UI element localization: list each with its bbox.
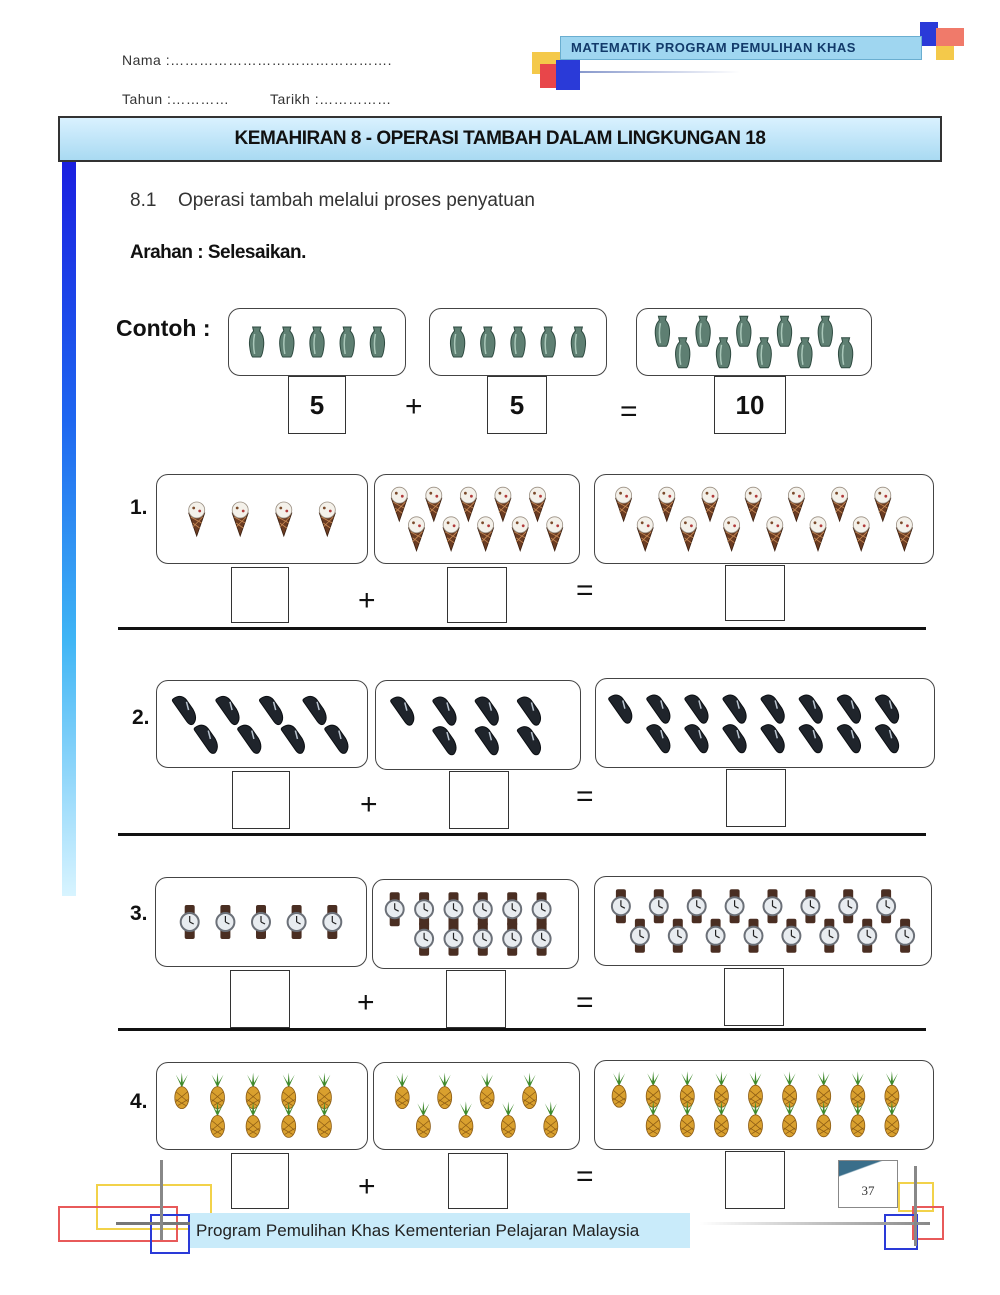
wristwatch-icon <box>288 905 306 939</box>
shoe-icon <box>215 693 243 726</box>
ice-cream-cone-icon <box>547 517 563 551</box>
ice-cream-cone-icon <box>512 517 528 551</box>
wristwatch-icon <box>445 922 463 956</box>
pineapple-icon <box>501 1101 515 1137</box>
vase-icon <box>541 327 555 357</box>
vase-icon <box>249 327 263 357</box>
pineapple-icon <box>317 1101 331 1137</box>
pineapple-icon <box>544 1101 558 1137</box>
vase-icon <box>655 316 669 346</box>
wristwatch-icon <box>707 919 725 953</box>
wristwatch-icon <box>503 892 521 926</box>
wristwatch-icon <box>631 919 649 953</box>
ice-cream-cone-icon <box>896 517 912 551</box>
shoe-icon <box>172 693 200 726</box>
ice-cream-cone-icon <box>232 502 248 536</box>
ice-cream-cone-icon <box>875 487 891 521</box>
section-text: Operasi tambah melalui proses penyatuan <box>178 190 535 211</box>
wristwatch-icon <box>216 905 234 939</box>
question-number: 1. <box>130 496 148 519</box>
vase-icon <box>757 338 771 368</box>
wristwatch-icon <box>688 889 706 923</box>
wristwatch-icon <box>181 905 199 939</box>
shoe-icon <box>722 692 750 725</box>
nama-field: Nama :………………………………………. <box>122 52 393 68</box>
ice-cream-cone-icon <box>616 487 632 521</box>
tahun-field: Tahun :………… <box>122 91 230 107</box>
q3-plus: + <box>357 986 375 1019</box>
pineapple-icon <box>817 1101 831 1137</box>
ice-cream-cone-icon <box>810 517 826 551</box>
vase-icon <box>280 327 294 357</box>
wristwatch-icon <box>533 922 551 956</box>
pineapple-icon <box>282 1101 296 1137</box>
vase-icon <box>838 338 852 368</box>
vase-icon <box>716 338 730 368</box>
ice-cream-cone-icon <box>745 487 761 521</box>
wristwatch-icon <box>839 889 857 923</box>
page-title: KEMAHIRAN 8 - OPERASI TAMBAH DALAM LINGKUNGAN 18 <box>58 116 942 162</box>
instruction: Arahan : Selesaikan. <box>130 242 306 263</box>
vase-icon <box>450 327 464 357</box>
shoe-icon <box>799 692 827 725</box>
shoe-icon <box>475 694 503 727</box>
wristwatch-icon <box>386 892 404 926</box>
shoe-icon <box>760 721 788 754</box>
ice-cream-cone-icon <box>319 502 335 536</box>
ice-cream-cone-icon <box>853 517 869 551</box>
shoe-icon <box>390 694 418 727</box>
program-badge: MATEMATIK PROGRAM PEMULIHAN KHAS <box>560 36 922 60</box>
wristwatch-icon <box>415 892 433 926</box>
ice-cream-cone-icon <box>637 517 653 551</box>
wristwatch-icon <box>612 889 630 923</box>
shoe-icon <box>875 721 903 754</box>
tarikh-field: Tarikh :…………… <box>270 91 392 107</box>
example-value-sum: 10 <box>714 376 786 434</box>
question-number: 2. <box>132 706 150 729</box>
pineapple-icon <box>480 1073 494 1109</box>
vase-icon <box>481 327 495 357</box>
q2-plus: + <box>360 788 378 821</box>
shoe-icon <box>799 721 827 754</box>
ice-cream-cone-icon <box>391 487 407 521</box>
q4-equals: = <box>576 1160 594 1193</box>
pineapple-icon <box>749 1101 763 1137</box>
wristwatch-icon <box>896 919 914 953</box>
q4-plus: + <box>358 1170 376 1203</box>
example-plus: + <box>405 390 423 423</box>
question-number: 4. <box>130 1090 148 1113</box>
wristwatch-icon <box>877 889 895 923</box>
q1-equals: = <box>576 574 594 607</box>
vase-icon <box>340 327 354 357</box>
wristwatch-icon <box>323 905 341 939</box>
wristwatch-icon <box>801 889 819 923</box>
shoe-icon <box>684 692 712 725</box>
ice-cream-cone-icon <box>409 517 425 551</box>
pineapple-icon <box>438 1073 452 1109</box>
shoe-icon <box>237 722 265 755</box>
ice-cream-cone-icon <box>767 517 783 551</box>
wristwatch-icon <box>782 919 800 953</box>
ice-cream-cone-icon <box>189 502 205 536</box>
pineapple-icon <box>783 1101 797 1137</box>
shoe-icon <box>517 694 545 727</box>
shoe-icon <box>722 721 750 754</box>
shoe-icon <box>475 723 503 756</box>
pineapple-icon <box>211 1101 225 1137</box>
shoe-icon <box>517 723 545 756</box>
shoe-icon <box>302 693 330 726</box>
ice-cream-cone-icon <box>276 502 292 536</box>
wristwatch-icon <box>858 919 876 953</box>
question-number: 3. <box>130 902 148 925</box>
vase-icon <box>777 316 791 346</box>
example-label: Contoh : <box>116 315 211 341</box>
vase-icon <box>696 316 710 346</box>
wristwatch-icon <box>474 892 492 926</box>
q3-equals: = <box>576 986 594 1019</box>
footer-text: Program Pemulihan Khas Kementerian Pelajaran Malaysia <box>190 1213 690 1248</box>
wristwatch-icon <box>745 919 763 953</box>
shoe-icon <box>281 722 309 755</box>
ice-cream-cone-icon <box>443 517 459 551</box>
shoe-icon <box>837 721 865 754</box>
pineapple-icon <box>646 1101 660 1137</box>
pineapple-icon <box>246 1101 260 1137</box>
ice-cream-cone-icon <box>788 487 804 521</box>
ice-cream-cone-icon <box>659 487 675 521</box>
example-equals: = <box>620 395 638 428</box>
pineapple-icon <box>612 1071 626 1107</box>
wristwatch-icon <box>764 889 782 923</box>
pineapple-icon <box>416 1101 430 1137</box>
shoe-icon <box>760 692 788 725</box>
example-value-a: 5 <box>288 376 346 434</box>
shoe-icon <box>194 722 222 755</box>
wristwatch-icon <box>669 919 687 953</box>
pineapple-icon <box>851 1101 865 1137</box>
pineapple-icon <box>714 1101 728 1137</box>
vase-icon <box>676 338 690 368</box>
wristwatch-icon <box>415 922 433 956</box>
ice-cream-cone-icon <box>495 487 511 521</box>
ice-cream-cone-icon <box>832 487 848 521</box>
ice-cream-cone-icon <box>530 487 546 521</box>
wristwatch-icon <box>820 919 838 953</box>
shoe-icon <box>646 721 674 754</box>
shoe-icon <box>684 721 712 754</box>
ice-cream-cone-icon <box>478 517 494 551</box>
shoe-icon <box>432 723 460 756</box>
wristwatch-icon <box>650 889 668 923</box>
q1-plus: + <box>358 584 376 617</box>
shoe-icon <box>432 694 460 727</box>
section-number: 8.1 <box>130 190 157 211</box>
page-number: 37 <box>838 1160 898 1208</box>
shoe-icon <box>646 692 674 725</box>
example-value-b: 5 <box>487 376 547 434</box>
shoe-icon <box>259 693 287 726</box>
shoe-icon <box>837 692 865 725</box>
ice-cream-cone-icon <box>426 487 442 521</box>
vase-icon <box>571 327 585 357</box>
vase-icon <box>818 316 832 346</box>
vase-icon <box>798 338 812 368</box>
shoe-icon <box>875 692 903 725</box>
pineapple-icon <box>523 1073 537 1109</box>
pineapple-icon <box>395 1073 409 1109</box>
vase-icon <box>370 327 384 357</box>
q2-equals: = <box>576 780 594 813</box>
pineapple-icon <box>885 1101 899 1137</box>
ice-cream-cone-icon <box>460 487 476 521</box>
pineapple-icon <box>680 1101 694 1137</box>
pineapple-icon <box>459 1101 473 1137</box>
vase-icon <box>511 327 525 357</box>
vase-icon <box>737 316 751 346</box>
wristwatch-icon <box>474 922 492 956</box>
wristwatch-icon <box>503 922 521 956</box>
vase-icon <box>310 327 324 357</box>
ice-cream-cone-icon <box>724 517 740 551</box>
wristwatch-icon <box>445 892 463 926</box>
ice-cream-cone-icon <box>680 517 696 551</box>
ice-cream-cone-icon <box>702 487 718 521</box>
shoe-icon <box>608 692 636 725</box>
wristwatch-icon <box>726 889 744 923</box>
wristwatch-icon <box>533 892 551 926</box>
pineapple-icon <box>175 1073 189 1109</box>
shoe-icon <box>324 722 352 755</box>
wristwatch-icon <box>252 905 270 939</box>
